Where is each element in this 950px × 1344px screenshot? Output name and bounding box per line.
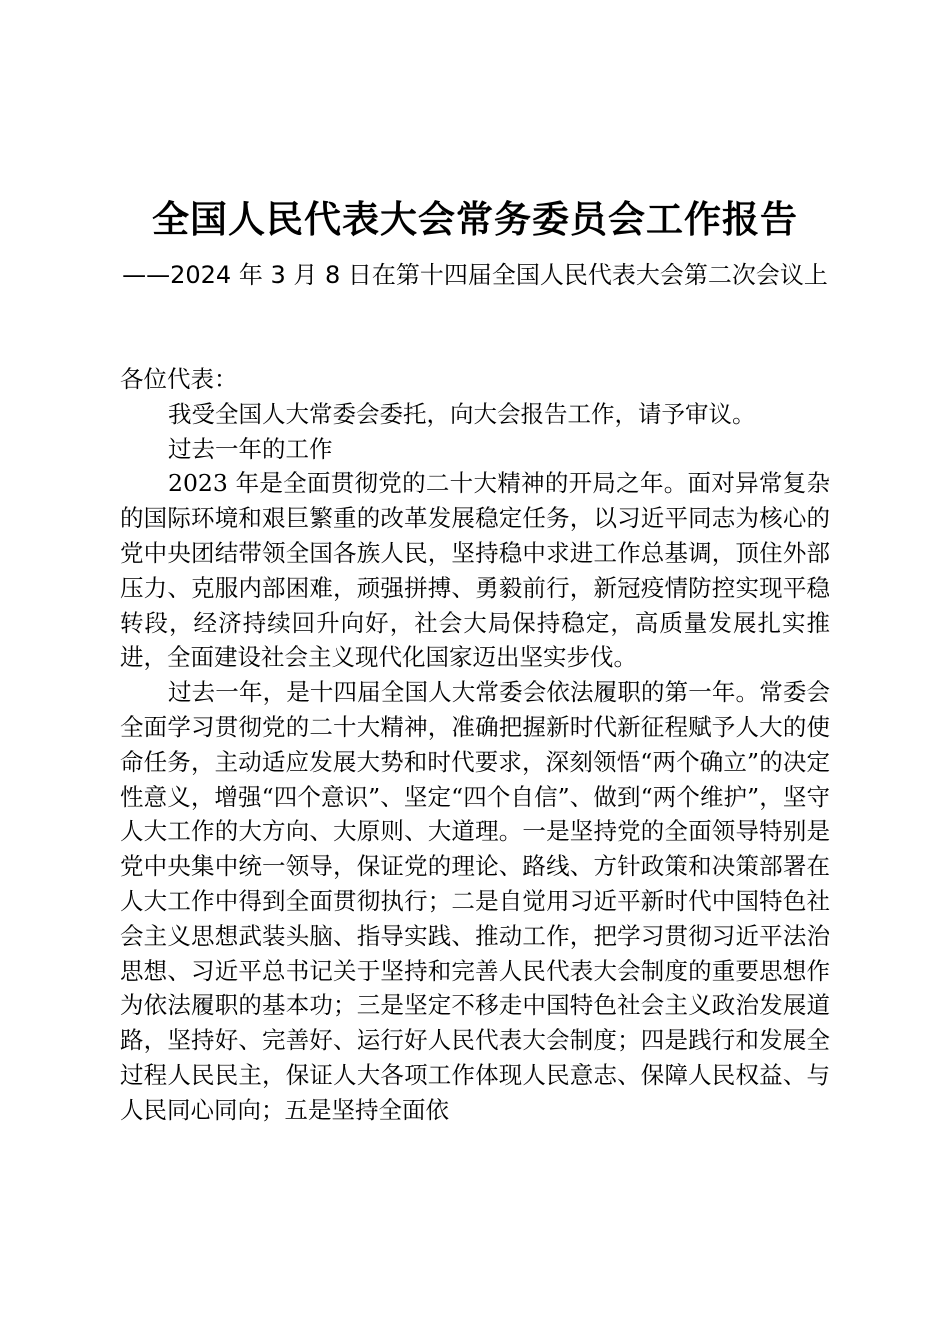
salutation: 各位代表： <box>120 365 238 393</box>
paragraph-2: 过去一年，是十四届全国人大常委会依法履职的第一年。常委会全面学习贯彻党的二十大精神，准确把握新时代新征程赋予人大的使命任务，主动适应发展大势和时代要求，深刻领悟“两个确立”的决定性意义，增强“四个意识”、坚定“四个自信”、做到“两个维护”，坚守人大工作的大方向、大原则、大道理。一是坚持党的全面领导特别是党中央集中统一领导，保证党的理论、路线、方针政策和决策部署在人大工作中得到全面贯彻执行；二是自觉用习近平新时代中国特色社会主义思想武装头脑、指导实践、推动工作，把学习贯彻习近平法治思想、习近平总书记关于坚持和完善人民代表大会制度的重要思想作为依法履职的基本功；三是坚定不移走中国特色社会主义政治发展道路，坚持好、完善好、运行好人民代表大会制度；四是践行和发展全过程人民民主，保证人大各项工作体现人民意志、保障人民权益、与人民同心同向；五是坚持全面依 <box>120 678 830 1124</box>
paragraph-intro: 我受全国人大常委会委托，向大会报告工作，请予审议。 <box>168 399 756 428</box>
document-title: 全国人民代表大会常务委员会工作报告 <box>152 197 798 241</box>
paragraph-1: 2023 年是全面贯彻党的二十大精神的开局之年。面对异常复杂的国际环境和艰巨繁重的改革发展稳定任务，以习近平同志为核心的党中央团结带领全国各族人民，坚持稳中求进工作总基调，顶住外部压力、克服内部困难，顽强拼搏、勇毅前行，新冠疫情防控实现平稳转段，经济持续回升向好，社会大局保持稳定，高质量发展扎实推进，全面建设社会主义现代化国家迈出坚实步伐。 <box>120 469 830 672</box>
document-subtitle: ——2024 年 3 月 8 日在第十四届全国人民代表大会第二次会议上 <box>122 261 828 289</box>
document-body <box>120 362 830 1128</box>
section-heading: 过去一年的工作 <box>168 434 333 463</box>
